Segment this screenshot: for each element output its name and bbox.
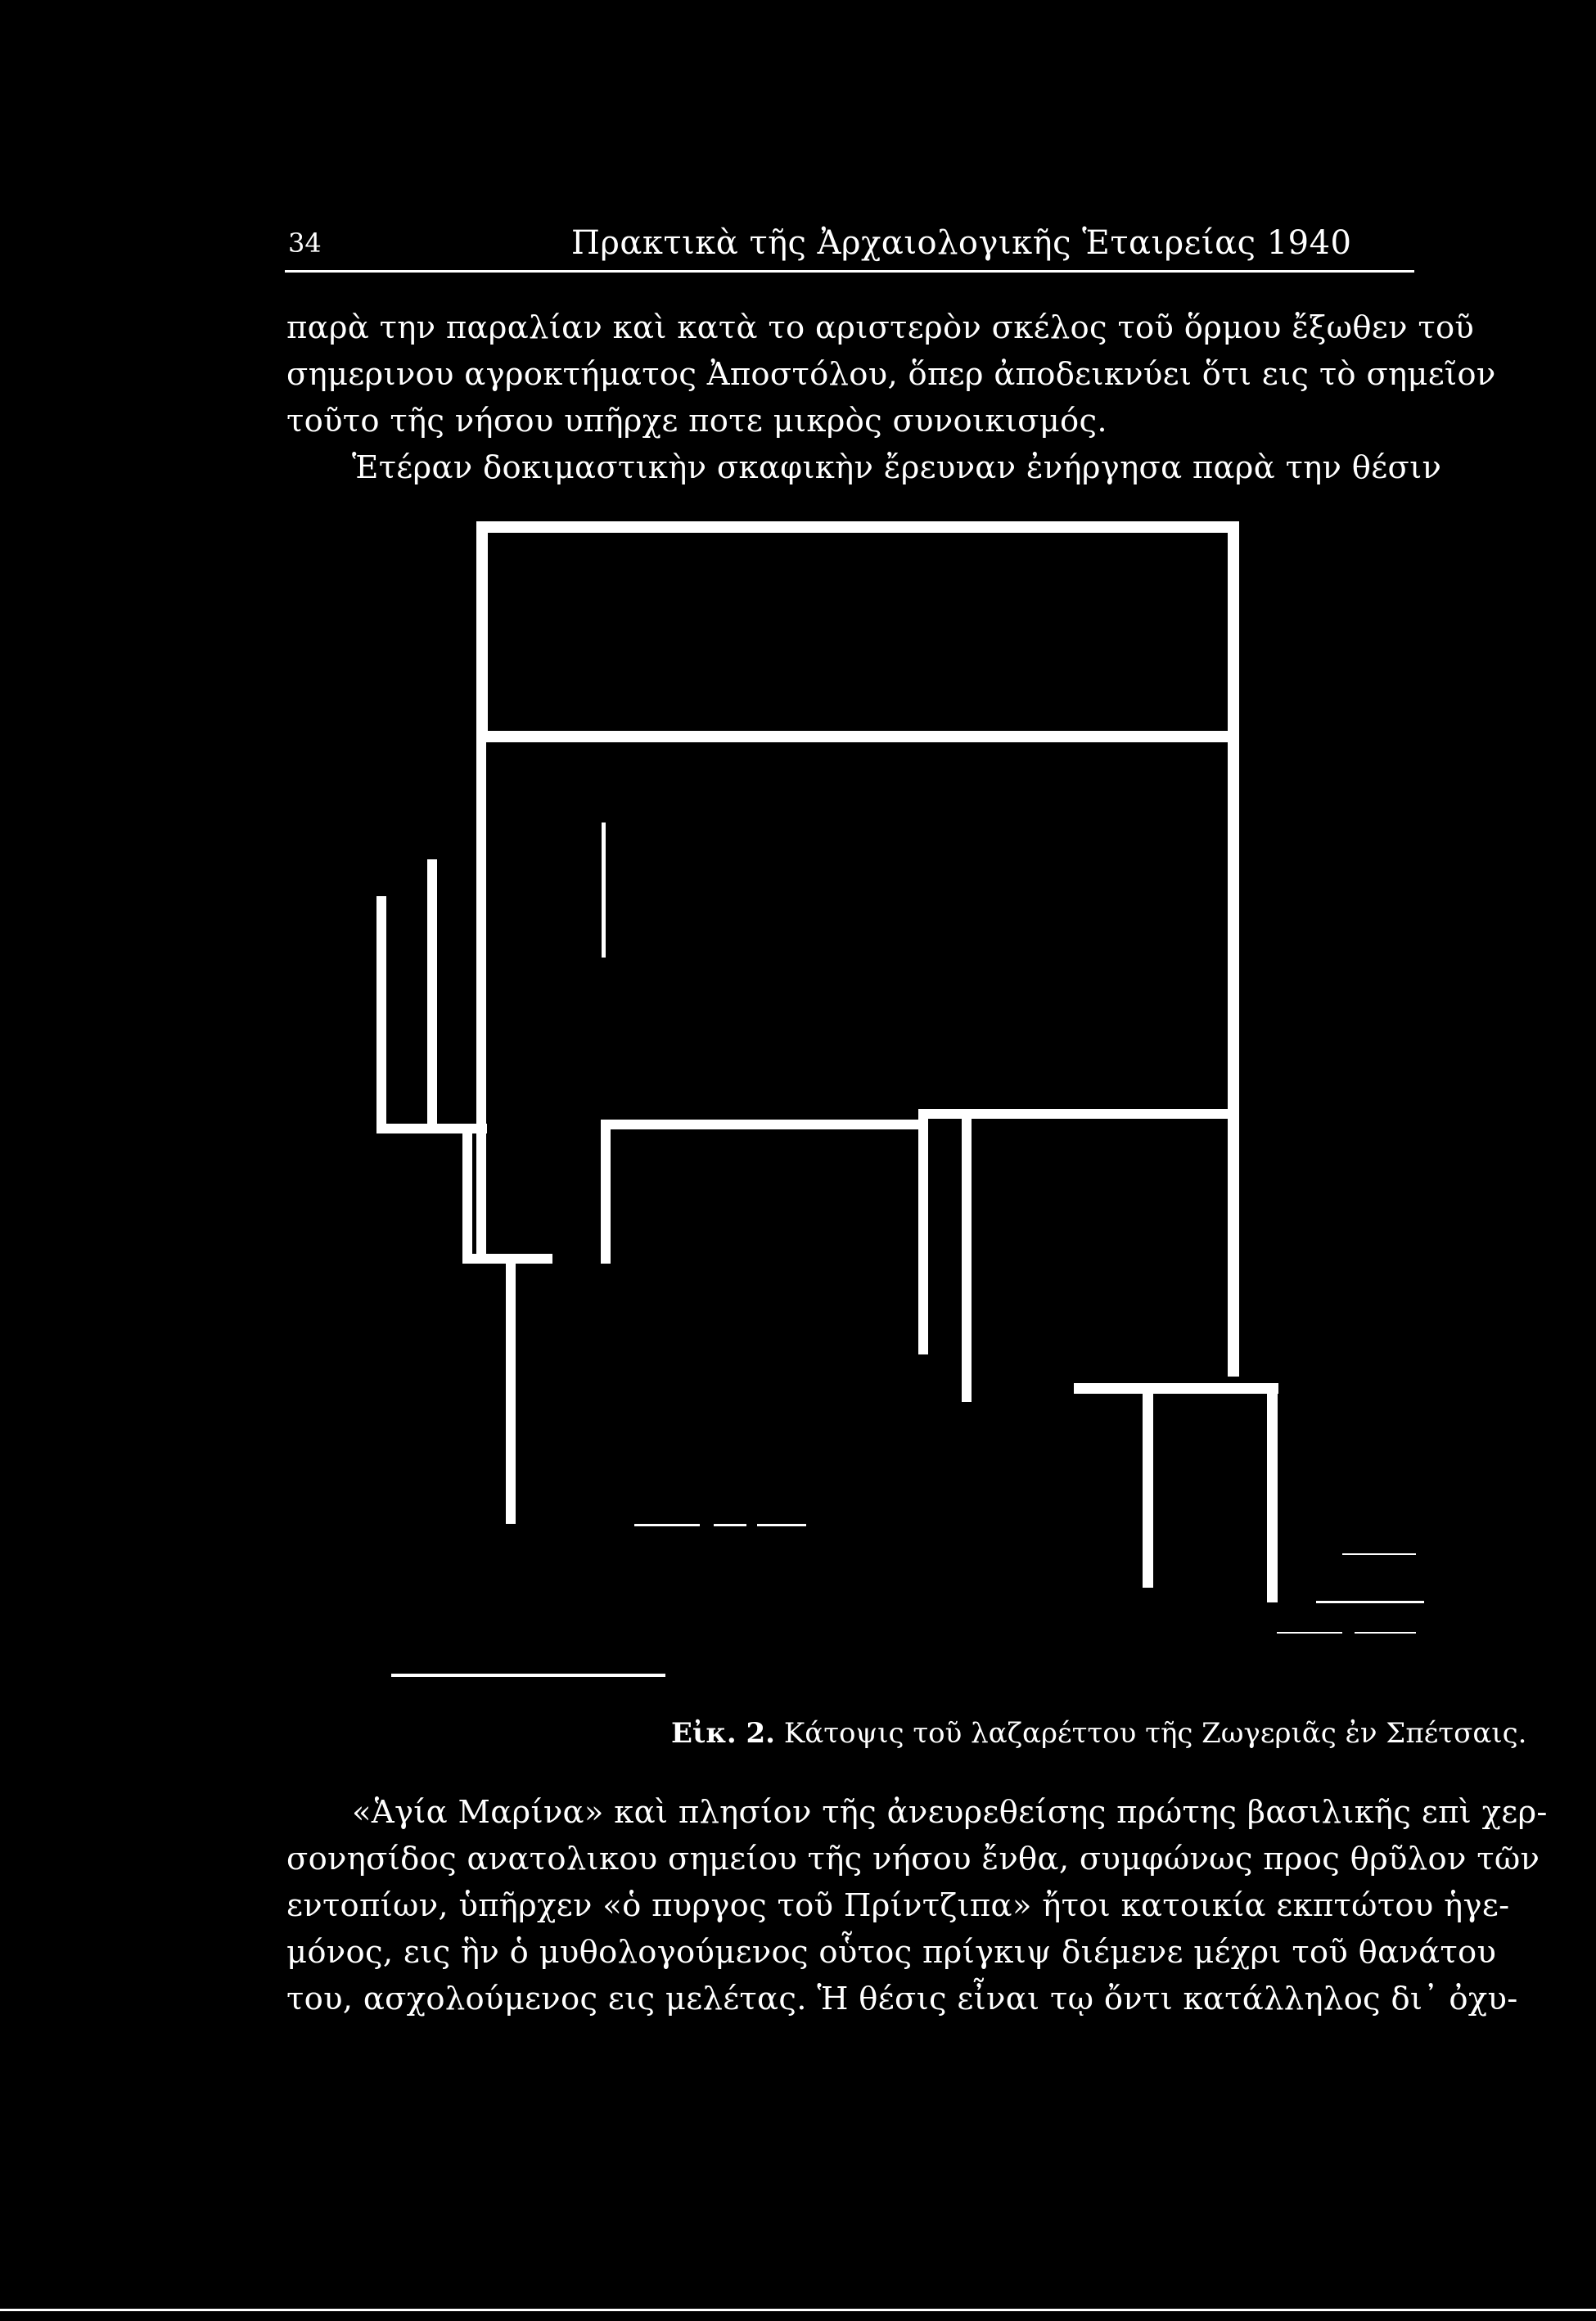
plan-wall bbox=[476, 521, 1239, 533]
body-paragraph-top bbox=[286, 304, 1496, 491]
text-line: του, ασχολούμενος εις μελέτας. Ἡ θέσις εἶναι τῳ ὄντι κατάλληλος δι᾽ ὀχυ- bbox=[286, 1981, 1518, 2017]
plan-line bbox=[757, 1524, 806, 1526]
page-bottom-rule bbox=[0, 2309, 1596, 2311]
text-line: σημερινου αγροκτήματος Ἀποστόλου, ὅπερ ἀποδεικνύει ὅτι εις τὸ σημεῖον bbox=[286, 356, 1496, 393]
plan-wall bbox=[602, 822, 606, 958]
plan-line bbox=[714, 1524, 746, 1526]
plan-wall bbox=[1228, 521, 1239, 1377]
text-line: σονησίδος ανατολικου σημείου τῆς νήσου ἔνθα, συμφώνως προς θρῦλον τῶν bbox=[286, 1841, 1540, 1877]
plan-line bbox=[391, 1674, 665, 1677]
plan-wall bbox=[1267, 1383, 1278, 1602]
plan-wall bbox=[1074, 1383, 1278, 1394]
plan-wall bbox=[601, 1120, 611, 1264]
text-line: εντοπίων, ὑπῆρχεν «ὁ πυργος τοῦ Πρίντζιπα» ἤτοι κατοικία εκπτώτου ἡγε- bbox=[286, 1887, 1510, 1924]
plan-line bbox=[1342, 1553, 1416, 1555]
plan-wall bbox=[476, 731, 1239, 742]
plan-wall bbox=[918, 1109, 928, 1354]
plan-line bbox=[1277, 1632, 1342, 1634]
caption-text: Κάτοψις τοῦ λαζαρέττου τῆς Ζωγεριᾶς ἐν Σπέτσαις. bbox=[783, 1717, 1527, 1750]
text-line: Ἑτέραν δοκιμαστικὴν σκαφικὴν ἔρευναν ἐνήργησα παρὰ την θέσιν bbox=[352, 449, 1442, 486]
plan-wall bbox=[601, 1120, 928, 1129]
text-line: τοῦτο τῆς νήσου υπῆρχε ποτε μικρὸς συνοικισμός. bbox=[286, 403, 1107, 439]
plan-line bbox=[634, 1524, 700, 1526]
plan-wall bbox=[1143, 1383, 1153, 1588]
text-line: παρὰ την παραλίαν καὶ κατὰ το αριστερὸν σκέλος τοῦ ὅρμου ἔξωθεν τοῦ bbox=[286, 309, 1475, 346]
plan-wall bbox=[476, 731, 486, 1259]
text-line: μόνος, εις ἣν ὁ μυθολογούμενος οὗτος πρίγκιψ διέμενε μέχρι τοῦ θανάτου bbox=[286, 1934, 1497, 1971]
plan-wall bbox=[918, 1109, 1239, 1119]
body-paragraph-bottom bbox=[286, 1789, 1548, 2022]
running-header bbox=[285, 221, 1414, 273]
plan-wall bbox=[962, 1109, 972, 1402]
plan-wall bbox=[506, 1254, 516, 1524]
plan-line bbox=[1355, 1632, 1416, 1634]
plan-wall bbox=[462, 1254, 552, 1264]
plan-wall bbox=[376, 1124, 487, 1133]
page-number: 34 bbox=[288, 228, 322, 259]
plan-wall bbox=[462, 1133, 472, 1263]
figure-caption bbox=[671, 1717, 1526, 1750]
running-title: Πρακτικὰ τῆς Ἀρχαιολογικῆς Ἑταιρείας 1940 bbox=[571, 224, 1352, 262]
caption-label: Εἰκ. 2. bbox=[671, 1717, 776, 1750]
text-line: «Ἁγία Μαρίνα» καὶ πλησίον τῆς ἀνευρεθείσης πρώτης βασιλικῆς επὶ χερ- bbox=[352, 1794, 1548, 1831]
plan-wall bbox=[376, 896, 386, 1133]
plan-wall bbox=[427, 859, 437, 1133]
plan-wall bbox=[476, 521, 488, 742]
plan-line bbox=[1316, 1601, 1424, 1603]
